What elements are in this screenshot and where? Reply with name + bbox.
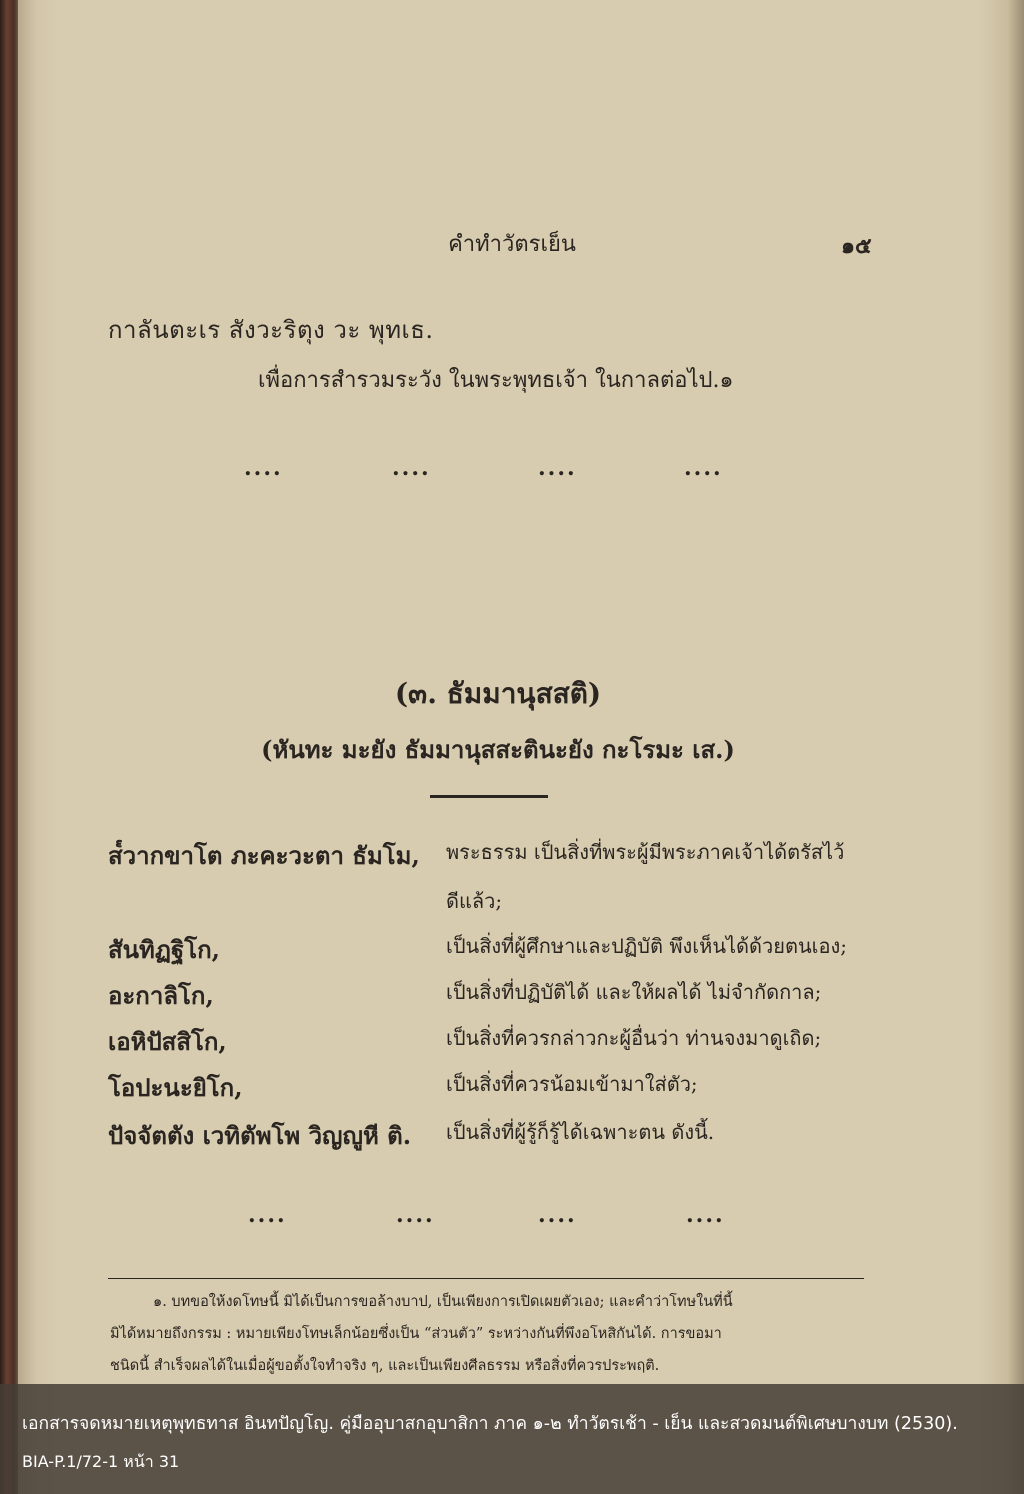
verse-translation-3: เป็นสิ่งที่ปฏิบัติได้ และให้ผลได้ ไม่จำกัดกาล;	[446, 980, 822, 1004]
book-page	[18, 0, 1024, 1494]
top-verse-pali: กาลันตะเร สังวะริตุง วะ พุทเธ.	[108, 316, 434, 344]
section-rule	[430, 795, 548, 798]
verse-translation-4: เป็นสิ่งที่ควรกล่าวกะผู้อื่นว่า ท่านจงมาดูเถิด;	[446, 1026, 822, 1050]
verse-pali-4: เอหิปัสสิโก,	[108, 1027, 227, 1056]
section-subtitle: (หันทะ มะยัง ธัมมานุสสะตินะยัง กะโรมะ เส.)	[261, 735, 735, 764]
divider-dots-bottom-3: ....	[538, 1202, 577, 1228]
footnote-line-1: ๑. บทขอให้งดโทษนี้ มิได้เป็นการขอล้างบาป, เป็นเพียงการเปิดเผยตัวเอง; และคำว่าโทษในที่นี้	[153, 1294, 733, 1310]
divider-dots-2: ....	[392, 455, 431, 481]
footnote-line-3: ชนิดนี้ สำเร็จผลได้ในเมื่อผู้ขอตั้งใจทำจริง ๆ, และเป็นเพียงศีลธรรม หรือสิ่งที่ควรประพฤติ.	[110, 1358, 660, 1374]
divider-dots-3: ....	[538, 455, 577, 481]
divider-dots-bottom-2: ....	[396, 1202, 435, 1228]
footnote-line-2: มิได้หมายถึงกรรม : หมายเพียงโทษเล็กน้อยซึ่งเป็น “ส่วนตัว” ระหว่างกันที่พึงอโหสิกันได้. การขอมา	[110, 1326, 722, 1342]
page-number: ๑๕	[841, 233, 872, 259]
verse-pali-3: อะกาลิโก,	[108, 981, 214, 1010]
verse-translation-1-continuation: ดีแล้ว;	[446, 889, 503, 913]
book-binding	[0, 0, 20, 1494]
verse-pali-1: ส๎วากขาโต ภะคะวะตา ธัมโม,	[108, 841, 420, 870]
section-title: (๓. ธัมมานุสสติ)	[394, 677, 602, 710]
archive-caption-bar	[0, 1384, 1024, 1494]
divider-dots-bottom-4: ....	[686, 1202, 725, 1228]
verse-translation-1: พระธรรม เป็นสิ่งที่พระผู้มีพระภาคเจ้าได้ตรัสไว้	[446, 840, 845, 864]
caption-citation: เอกสารจดหมายเหตุพุทธทาส อินทปัญโญ. คู่มืออุบาสกอุบาสิกา ภาค ๑-๒ ทำวัตรเช้า - เย็น และสวดมนต์พิเศษบางบท (2530).	[22, 1414, 958, 1434]
verse-translation-5: เป็นสิ่งที่ควรน้อมเข้ามาใส่ตัว;	[446, 1072, 698, 1096]
verse-pali-2: สันทิฏฐิโก,	[108, 935, 221, 964]
verse-pali-5: โอปะนะยิโก,	[108, 1073, 243, 1102]
verse-translation-2: เป็นสิ่งที่ผู้ศึกษาและปฏิบัติ พึงเห็นได้ด้วยตนเอง;	[446, 934, 847, 958]
top-verse-translation: เพื่อการสำรวมระวัง ในพระพุทธเจ้า ในกาลต่อไป.๑	[258, 368, 734, 393]
divider-dots-1: ....	[244, 455, 283, 481]
verse-translation-6: เป็นสิ่งที่ผู้รู้ก็รู้ได้เฉพาะตน ดังนี้.	[446, 1120, 715, 1144]
verse-pali-6: ปัจจัตตัง เวทิตัพโพ วิญญูหี ติ.	[108, 1121, 412, 1150]
caption-reference: BIA-P.1/72-1 หน้า 31	[22, 1452, 180, 1471]
divider-dots-bottom-1: ....	[248, 1202, 287, 1228]
footnote-rule	[108, 1278, 864, 1279]
divider-dots-4: ....	[684, 455, 723, 481]
running-header-title: คำทำวัตรเย็น	[448, 232, 576, 257]
